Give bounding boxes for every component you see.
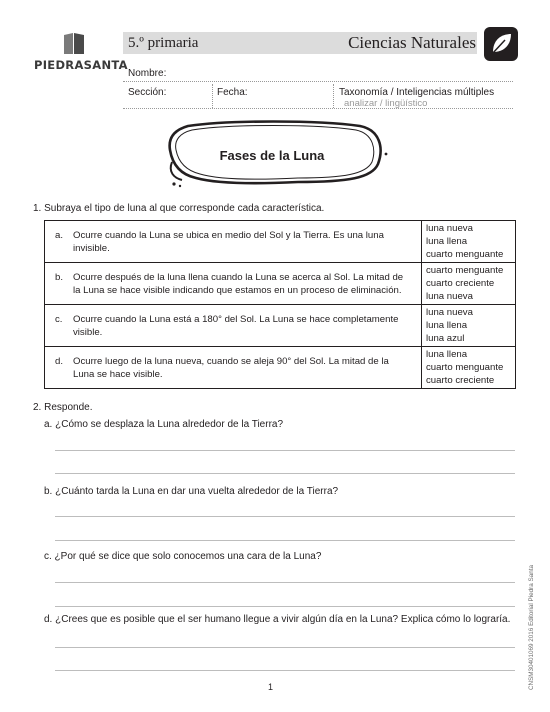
row-letter: b.: [55, 271, 64, 283]
grade-label: 5.º primaria: [128, 35, 199, 51]
table-row: [45, 305, 516, 347]
seccion-line: [123, 108, 513, 109]
seccion-label: Sección:: [128, 87, 167, 98]
option-item[interactable]: cuarto creciente: [426, 278, 495, 289]
row-options: [422, 221, 516, 263]
section2-instruction: 2. Responde.: [33, 402, 93, 413]
option-item[interactable]: luna llena: [426, 349, 468, 360]
taxonomia-value: analizar / lingüístico: [344, 98, 428, 109]
option-item[interactable]: luna llena: [426, 236, 468, 247]
taxonomia-label: Taxonomía / Inteligencias múltiples: [339, 87, 495, 98]
row-text: Ocurre luego de la luna nueva, cuando se aleja 90° del Sol. La mitad de la Luna se hace visible.: [73, 355, 389, 380]
row-text: Ocurre después de la luna llena cuando la Luna se acerca al Sol. La mitad de la Luna se hace visible indicando que estamos en un proceso de eliminación.: [73, 271, 404, 296]
row-description: [45, 263, 422, 305]
row-options: [422, 263, 516, 305]
option-item[interactable]: cuarto menguante: [426, 265, 504, 276]
answer-line[interactable]: [55, 606, 515, 607]
page-title: Fases de la Luna: [219, 148, 325, 163]
field-separator: [212, 84, 213, 108]
publisher-logo: [34, 32, 128, 72]
answer-line[interactable]: [55, 516, 515, 517]
answer-line[interactable]: [55, 582, 515, 583]
option-item[interactable]: cuarto creciente: [426, 375, 495, 386]
field-separator: [333, 84, 334, 108]
option-item[interactable]: luna llena: [426, 320, 468, 331]
row-letter: a.: [55, 229, 64, 241]
nombre-label: Nombre:: [128, 68, 167, 79]
option-item[interactable]: luna nueva: [426, 307, 473, 318]
option-item[interactable]: luna nueva: [426, 223, 473, 234]
row-options: [422, 305, 516, 347]
leaf-icon: [483, 26, 519, 62]
row-letter: d.: [55, 355, 64, 367]
row-options: [422, 347, 516, 389]
section1-instruction: 1. Subraya el tipo de luna al que corresponde cada característica.: [33, 203, 325, 214]
question-d: d. ¿Crees que es posible que el ser humano llegue a vivir algún día en la Luna? Explica cómo lo lograría.: [44, 614, 511, 625]
row-description: [45, 305, 422, 347]
book-logo-icon: [62, 32, 86, 56]
question-a: a. ¿Cómo se desplaza la Luna alrededor de la Tierra?: [44, 419, 284, 430]
logo-text: PIEDRASANTA: [34, 58, 128, 72]
row-letter: c.: [55, 313, 63, 325]
option-item[interactable]: luna nueva: [426, 291, 473, 302]
page-number: 1: [268, 682, 274, 692]
row-text: Ocurre cuando la Luna se ubica en medio del Sol y la Tierra. Es una luna invisible.: [73, 229, 384, 254]
row-description: [45, 221, 422, 263]
option-item[interactable]: cuarto menguante: [426, 362, 504, 373]
question-b: b. ¿Cuánto tarda la Luna en dar una vuelta alrededor de la Tierra?: [44, 486, 339, 497]
table-row: [45, 221, 516, 263]
answer-line[interactable]: [55, 450, 515, 451]
answer-line[interactable]: [55, 647, 515, 648]
question-c: c. ¿Por qué se dice que solo conocemos una cara de la Luna?: [44, 551, 322, 562]
option-item[interactable]: cuarto menguante: [426, 249, 504, 260]
subject-title: Ciencias Naturales: [348, 33, 476, 52]
answer-line[interactable]: [55, 473, 515, 474]
row-description: [45, 347, 422, 389]
answer-line[interactable]: [55, 670, 515, 671]
answer-line[interactable]: [55, 540, 515, 541]
copyright-note: CNSM30401069 2016 Editorial Piedra Santa: [528, 565, 535, 690]
fecha-label: Fecha:: [217, 87, 248, 98]
option-item[interactable]: luna azul: [426, 333, 465, 344]
phases-table: [44, 220, 516, 389]
nombre-line[interactable]: [123, 81, 513, 82]
table-row: [45, 347, 516, 389]
table-row: [45, 263, 516, 305]
row-text: Ocurre cuando la Luna está a 180° del Sol. La Luna se hace completamente visible.: [73, 313, 399, 338]
